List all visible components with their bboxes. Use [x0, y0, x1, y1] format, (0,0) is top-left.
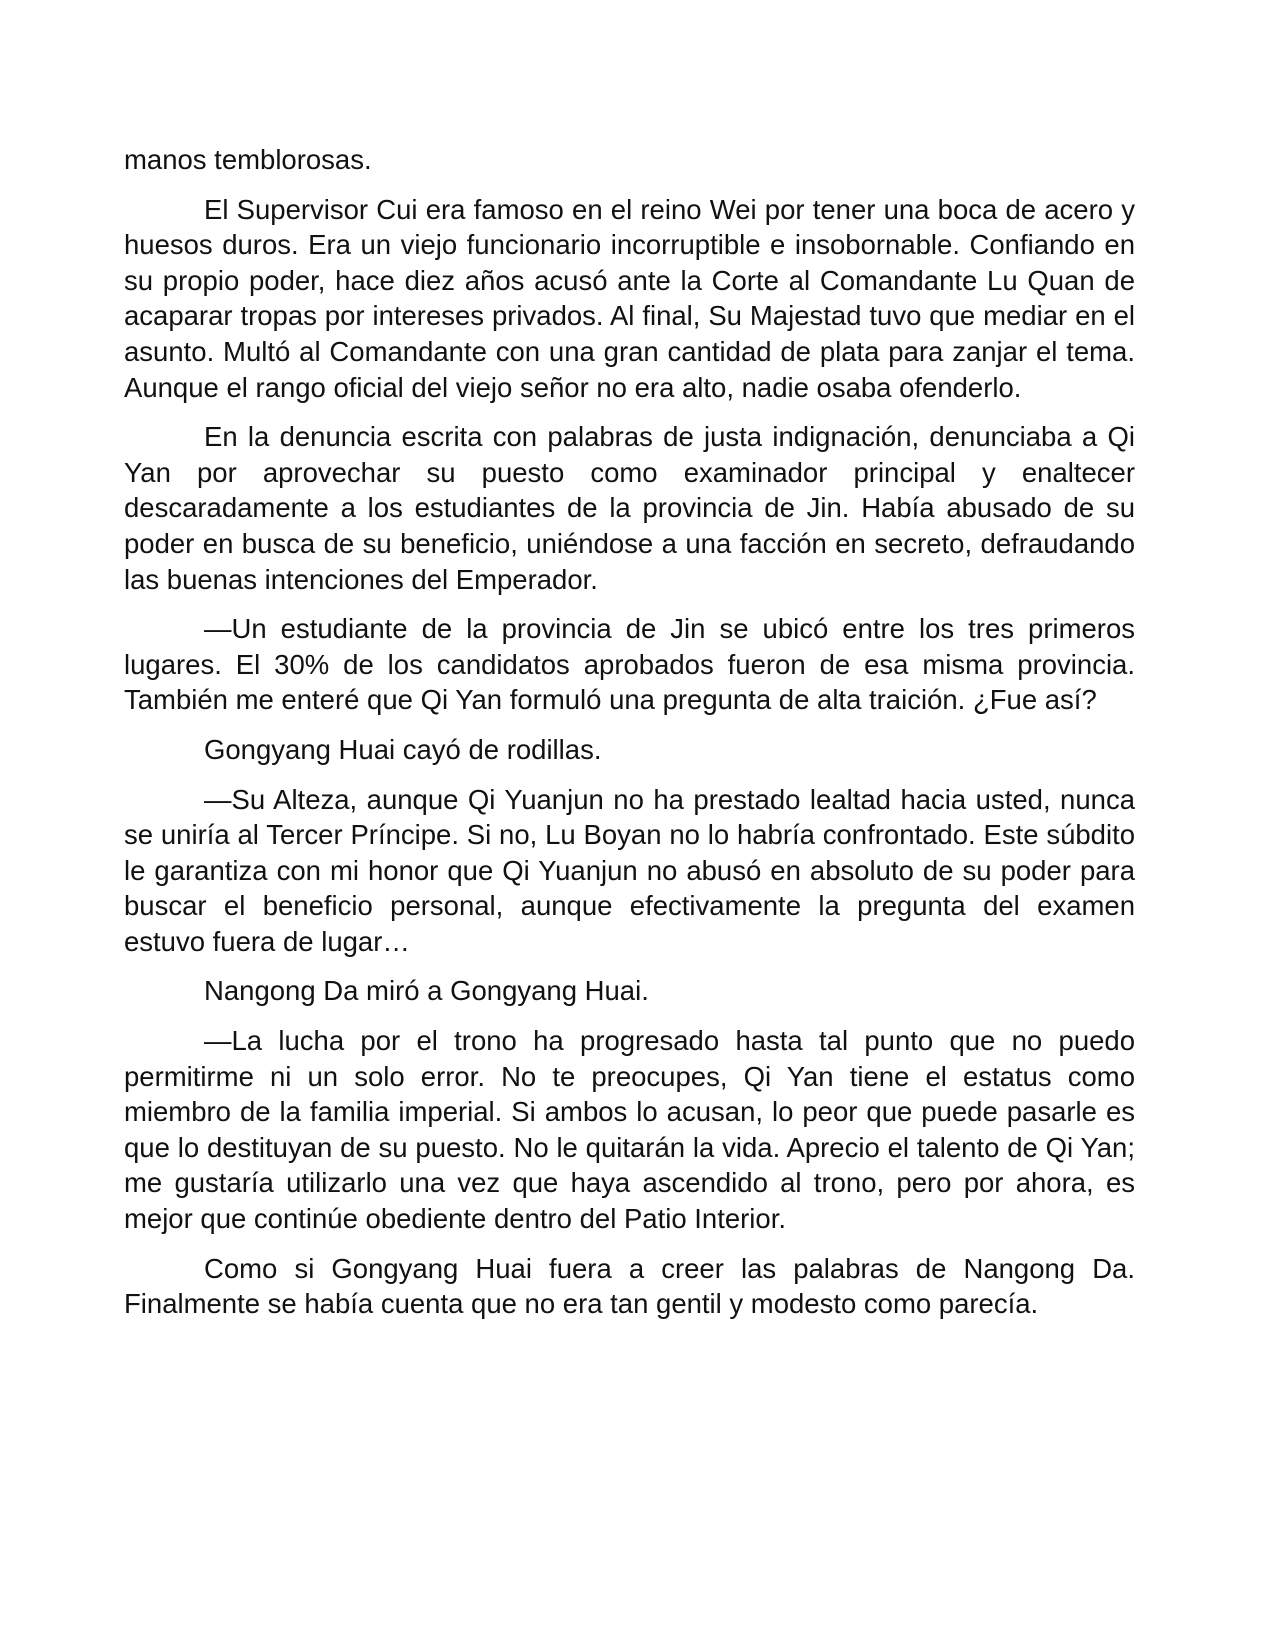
paragraph-2: El Supervisor Cui era famoso en el reino Wei por tener una boca de acero y huesos duros. Era un viejo funcionario incorruptible e insobornable. Confiando en su propio poder, hace diez años acusó ante la Corte al Comandante Lu Quan de acaparar tropas por intereses privados. Al final, Su Majestad tuvo que mediar en el asunto. Multó al Comandante con una gran cantidad de plata para zanjar el tema. Aunque el rango oficial del viejo señor no era alto, nadie osaba ofenderlo.: [124, 193, 1135, 403]
paragraph-8: —La lucha por el trono ha progresado hasta tal punto que no puedo permitirme ni un solo error. No te preocupes, Qi Yan tiene el estatus como miembro de la familia imperial. Si ambos lo acusan, lo peor que puede pasarle es que lo destituyan de su puesto. No le quitarán la vida. Aprecio el talento de Qi Yan; me gustaría utilizarlo una vez que haya ascendido al trono, pero por ahora, es mejor que continúe obediente dentro del Patio Interior.: [124, 1025, 1135, 1235]
paragraph-1: manos temblorosas.: [124, 144, 372, 175]
paragraph-9: Como si Gongyang Huai fuera a creer las palabras de Nangong Da. Finalmente se había cuenta que no era tan gentil y modesto como parecía.: [124, 1252, 1135, 1320]
paragraph-4: —Un estudiante de la provincia de Jin se ubicó entre los tres primeros lugares. El 30% de los candidatos aprobados fueron de esa misma provincia. También me enteré que Qi Yan formuló una pregunta de alta traición. ¿Fue así?: [124, 613, 1135, 716]
paragraph-3: En la denuncia escrita con palabras de justa indignación, denunciaba a Qi Yan por aprovechar su puesto como examinador principal y enaltecer descaradamente a los estudiantes de la provincia de Jin. Había abusado de su poder en busca de su beneficio, uniéndose a una facción en secreto, defraudando las buenas intenciones del Emperador.: [124, 421, 1135, 595]
paragraph-6: —Su Alteza, aunque Qi Yuanjun no ha prestado lealtad hacia usted, nunca se uniría al Tercer Príncipe. Si no, Lu Boyan no lo habría confrontado. Este súbdito le garantiza con mi honor que Qi Yuanjun no abusó en absoluto de su poder para buscar el beneficio personal, aunque efectivamente la pregunta del examen estuvo fuera de lugar…: [124, 783, 1135, 957]
paragraph-7: Nangong Da miró a Gongyang Huai.: [204, 975, 649, 1007]
paragraph-5: Gongyang Huai cayó de rodillas.: [204, 733, 602, 765]
body-text: [124, 142, 1135, 1336]
